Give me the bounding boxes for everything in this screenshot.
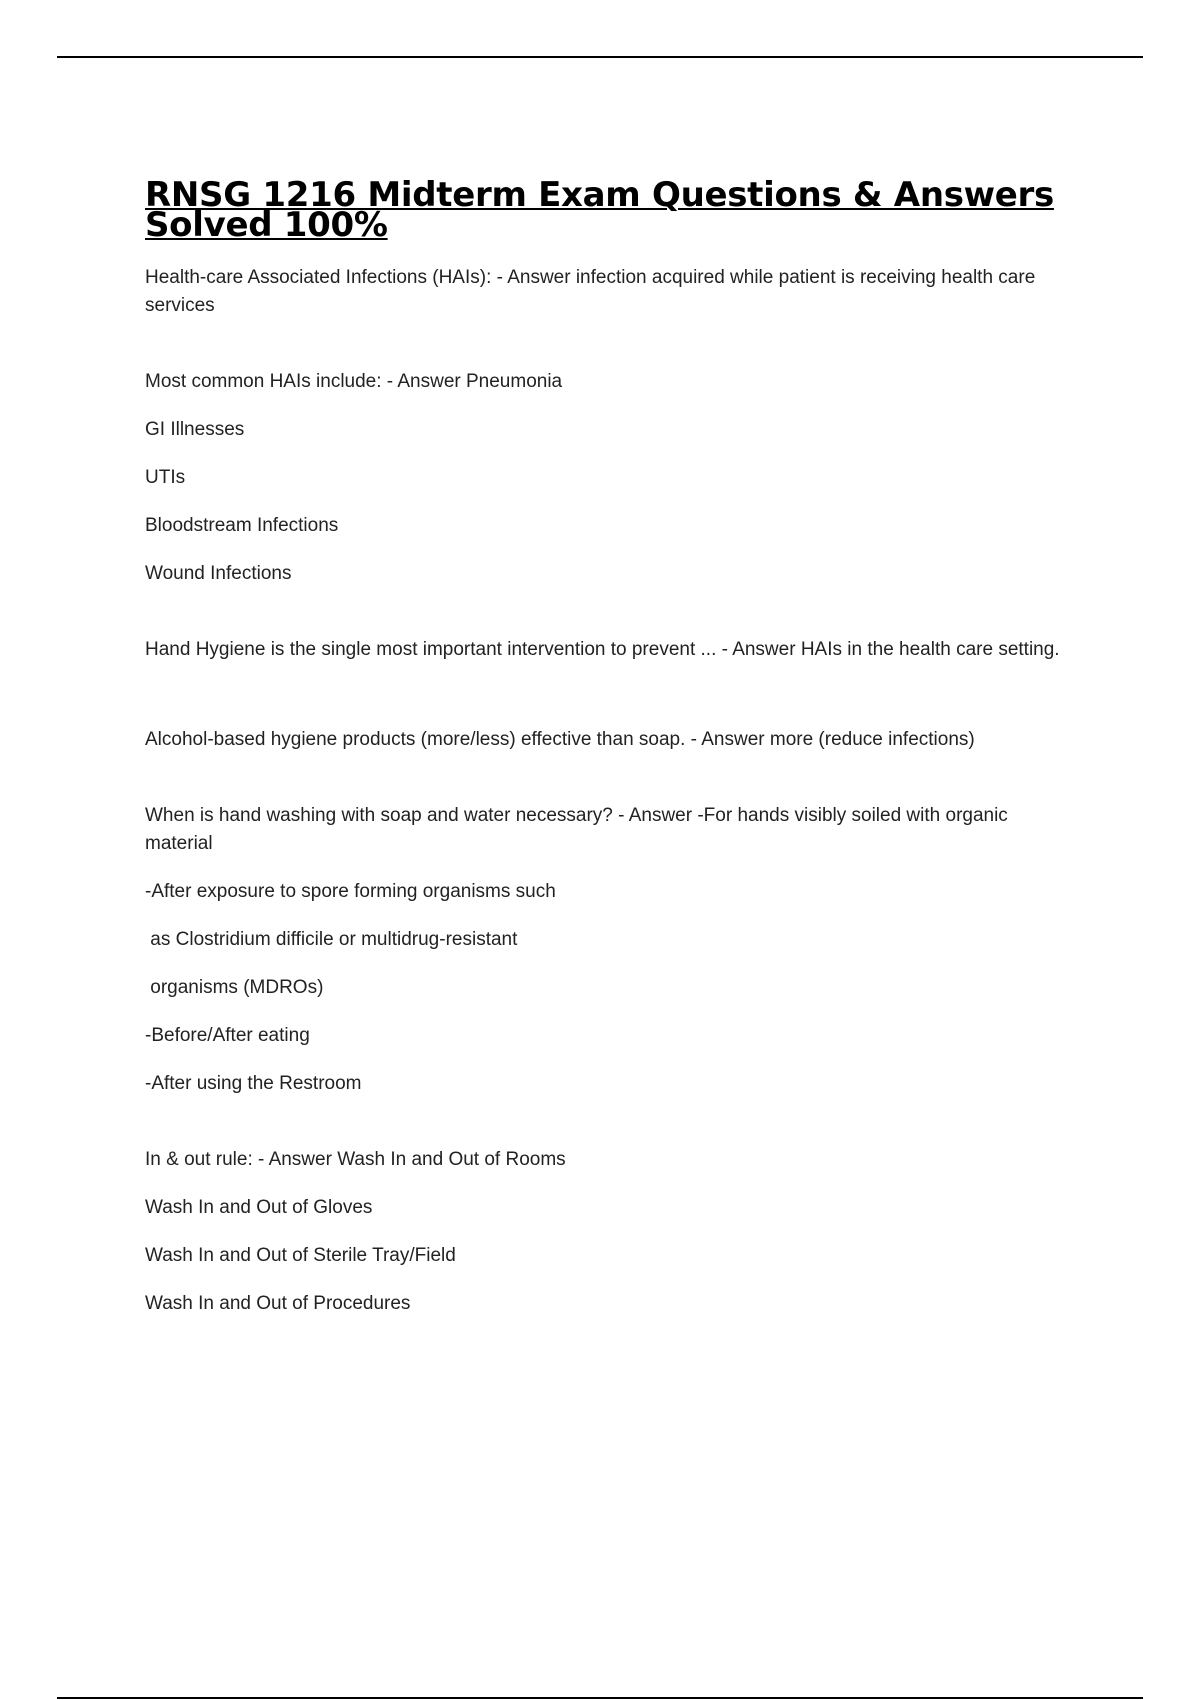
- qa-line: as Clostridium difficile or multidrug-resistant: [145, 929, 518, 950]
- qa-line: UTIs: [145, 467, 186, 488]
- qa-line: Health-care Associated Infections (HAIs): - Answer infection acquired while patient is receiving health care services: [145, 267, 1036, 316]
- qa-line: Wash In and Out of Procedures: [145, 1293, 411, 1314]
- qa-line: Hand Hygiene is the single most important intervention to prevent ... - Answer HAIs in the health care setting.: [145, 639, 1060, 660]
- qa-line: -Before/After eating: [145, 1025, 310, 1046]
- qa-line: Wound Infections: [145, 563, 292, 584]
- qa-line: In & out rule: - Answer Wash In and Out of Rooms: [145, 1149, 566, 1170]
- bottom-divider: [57, 1697, 1143, 1699]
- qa-line: Alcohol-based hygiene products (more/less) effective than soap. - Answer more (reduce infections): [145, 729, 975, 750]
- document-body: [145, 175, 1085, 1338]
- qa-line: organisms (MDROs): [145, 977, 324, 998]
- qa-line: Bloodstream Infections: [145, 515, 339, 536]
- qa-line: Most common HAIs include: - Answer Pneumonia: [145, 371, 563, 392]
- qa-line: Wash In and Out of Gloves: [145, 1197, 373, 1218]
- qa-line: -After using the Restroom: [145, 1073, 362, 1094]
- qa-line: Wash In and Out of Sterile Tray/Field: [145, 1245, 456, 1266]
- qa-line: When is hand washing with soap and water necessary? - Answer -For hands visibly soiled with organic material: [145, 805, 1008, 854]
- qa-line: -After exposure to spore forming organisms such: [145, 881, 556, 902]
- qa-entries: [145, 264, 1085, 1318]
- qa-line: GI Illnesses: [145, 419, 245, 440]
- top-divider: [57, 56, 1143, 58]
- document-title: RNSG 1216 Midterm Exam Questions & Answers Solved 100%: [145, 175, 1054, 245]
